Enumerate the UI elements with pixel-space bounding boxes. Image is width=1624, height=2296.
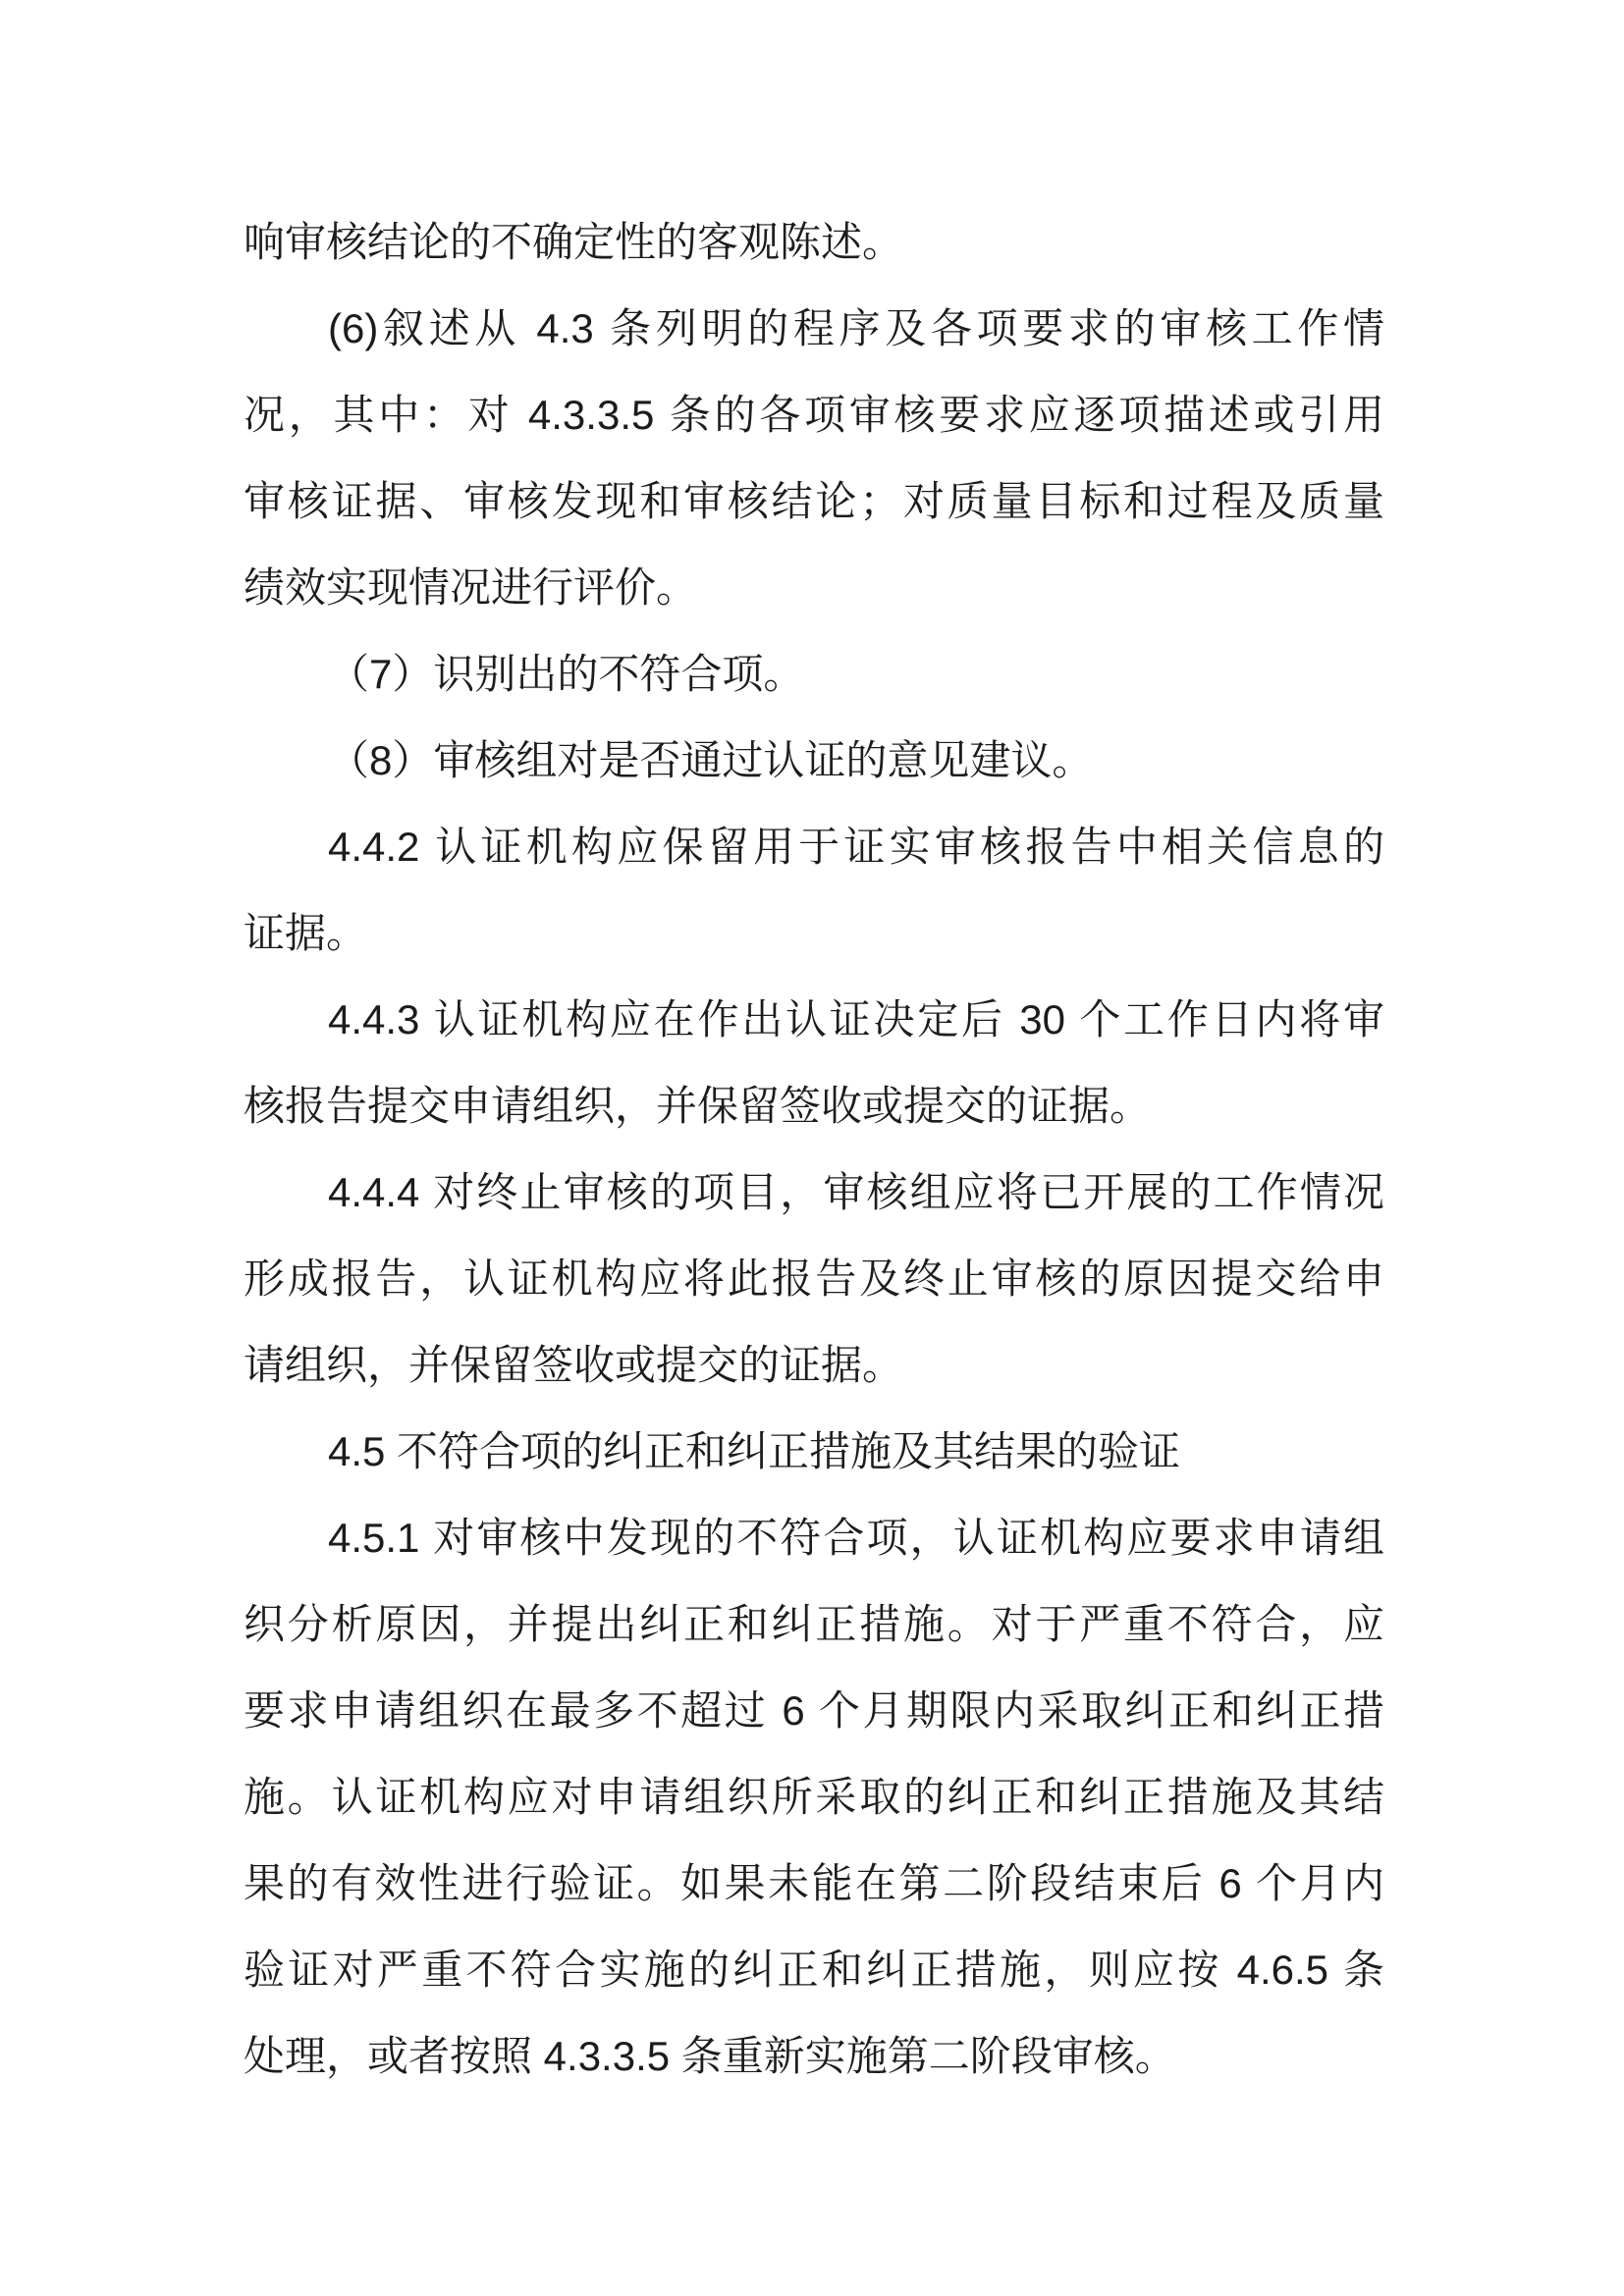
text-line: 证据。 xyxy=(244,910,368,956)
text-line: 织分析原因，并提出纠正和纠正措施。对于严重不符合，应 xyxy=(244,1601,1384,1647)
text-line: 况，其中：对 4.3.3.5 条的各项审核要求应逐项描述或引用 xyxy=(244,392,1384,438)
text-line: （8）审核组对是否通过认证的意见建议。 xyxy=(328,737,1094,783)
text-line: 4.4.4 对终止审核的项目，审核组应将已开展的工作情况 xyxy=(328,1169,1384,1215)
text-line: 4.4.3 认证机构应在作出认证决定后 30 个工作日内将审 xyxy=(328,996,1384,1042)
text-line: 4.5.1 对审核中发现的不符合项，认证机构应要求申请组 xyxy=(328,1515,1384,1561)
text-line: 4.4.2 认证机构应保留用于证实审核报告中相关信息的 xyxy=(328,824,1384,870)
text-line: 处理，或者按照 4.3.3.5 条重新实施第二阶段审核。 xyxy=(244,2033,1176,2079)
text-line: 绩效实现情况进行评价。 xyxy=(244,564,698,611)
text-line: (6)叙述从 4.3 条列明的程序及各项要求的审核工作情 xyxy=(328,305,1384,351)
text-line: 要求申请组织在最多不超过 6 个月期限内采取纠正和纠正措 xyxy=(244,1687,1384,1734)
text-line: 4.5 不符合项的纠正和纠正措施及其结果的验证 xyxy=(328,1428,1181,1474)
text-line: 施。认证机构应对申请组织所采取的纠正和纠正措施及其结 xyxy=(244,1774,1384,1820)
text-line: 形成报告，认证机构应将此报告及终止审核的原因提交给申 xyxy=(244,1255,1384,1302)
text-line: 响审核结论的不确定性的客观陈述。 xyxy=(244,219,904,265)
text-line: （7）识别出的不符合项。 xyxy=(328,651,805,697)
document-text-block xyxy=(244,199,1384,2100)
text-line: 核报告提交申请组织，并保留签收或提交的证据。 xyxy=(244,1083,1152,1129)
text-line: 审核证据、审核发现和审核结论；对质量目标和过程及质量 xyxy=(244,478,1384,524)
text-line: 验证对严重不符合实施的纠正和纠正措施，则应按 4.6.5 条 xyxy=(244,1947,1384,1993)
text-line: 请组织，并保留签收或提交的证据。 xyxy=(244,1342,904,1388)
text-line: 果的有效性进行验证。如果未能在第二阶段结束后 6 个月内 xyxy=(244,1860,1384,1906)
